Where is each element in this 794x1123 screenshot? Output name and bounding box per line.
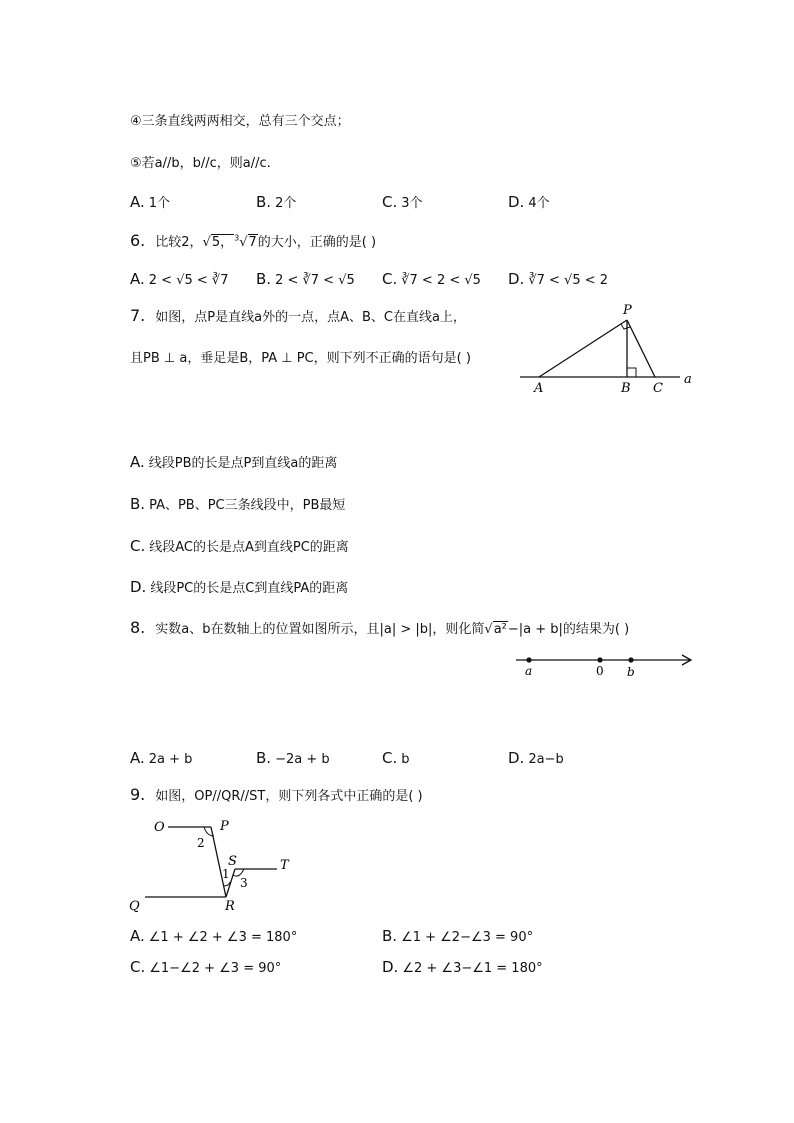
option-label: D. [508,193,525,211]
question-number: 6. [130,231,146,250]
q8-stem-a: 实数a、b在数轴上的位置如图所示，且|a| > |b|，则化简 [155,622,485,637]
option-label: C. [130,537,146,555]
q9-stem [130,785,423,804]
option-label: D. [508,749,525,767]
label-line-a: a [684,372,692,387]
q8-stem-radicand: a² [493,622,507,637]
q5-option-c [382,192,423,211]
q5-option-b [256,192,296,211]
q6-option-d [508,270,608,288]
q6-stem-d: 7 [248,235,257,250]
option-label: B. [382,927,398,945]
q6-option-a [130,270,228,288]
q9-stem-text: 如图，OP//QR//ST，则下列各式中正确的是( ) [155,789,423,804]
segment-pa [539,320,627,377]
option-text: −2a + b [275,752,330,767]
statement-4: ④三条直线两两相交，总有三个交点； [130,114,350,129]
option-label: A. [130,193,145,211]
q8-stem: 8. 实数a、b在数轴上的位置如图所示，且|a| > |b|，则化简√a²−|a + b|的结果为( ) [130,618,630,637]
q9-option-b [382,927,533,945]
q6-option-b [256,270,355,288]
option-label: D. [382,958,399,976]
option-label: C. [130,958,146,976]
q7-option-d [130,577,348,596]
option-text: ∠2 + ∠3−∠1 = 180° [402,961,543,976]
label-r: R [225,899,235,914]
q8-option-c [382,749,410,767]
q7-line1-text: 如图，点P是直线a外的一点，点A、B、C在直线a上， [155,310,466,325]
label-p: P [623,303,632,318]
q5-option-a [130,192,170,211]
label-t: T [280,858,289,873]
option-label: A. [130,453,145,471]
option-text: 线段AC的长是点A到直线PC的距离 [149,540,349,555]
label-angle-3: 3 [240,876,248,890]
label-b: b [627,665,635,679]
option-text: b [401,752,410,767]
q6-stem-a: 比较2， [155,235,203,250]
option-text: ∠1−∠2 + ∠3 = 90° [149,961,282,976]
q9-option-d [382,958,543,976]
q7-option-b [130,494,345,513]
point-a [526,657,531,662]
option-label: D. [508,270,525,288]
option-text: 2 < ∛7 < √5 [275,273,355,288]
q8-option-d [508,749,564,767]
option-text: 4个 [528,196,550,211]
q7-stem-line1 [130,306,466,325]
q6-option-c [382,270,481,288]
q5-option-d [508,192,550,211]
option-label: B. [256,749,272,767]
option-label: C. [382,193,398,211]
q7-stem-line2: 且PB ⊥ a，垂足是B，PA ⊥ PC，则下列不正确的语句是( ) [130,351,471,366]
segment-pr [211,827,226,897]
label-q: Q [129,899,140,914]
label-angle-1: 1 [222,867,230,881]
option-label: B. [130,495,146,513]
label-a: A [534,381,544,396]
option-label: C. [382,749,398,767]
option-text: 线段PB的长是点P到直线a的距离 [148,456,338,471]
q9-option-c [130,958,281,976]
q7-triangle-figure [510,300,700,400]
option-text: 2a−b [528,752,564,767]
right-angle-b [627,368,636,377]
option-text: 1个 [148,196,171,211]
question-number: 7. [130,306,146,325]
label-o: O [154,820,165,835]
option-text: ∛7 < 2 < √5 [401,273,481,288]
label-b: B [621,381,631,396]
label-s: S [228,854,237,869]
option-text: ∠1 + ∠2 + ∠3 = 180° [148,930,298,945]
q6-stem-c: 3 [234,233,240,243]
question-number: 8. [130,618,146,637]
q9-option-a [130,927,297,945]
option-text: 2个 [275,196,297,211]
q7-option-a [130,452,337,471]
option-label: A. [130,927,145,945]
point-b [628,657,633,662]
q8-option-a [130,749,192,767]
option-text: 3个 [401,196,423,211]
option-label: A. [130,270,145,288]
option-label: B. [256,270,272,288]
option-label: B. [256,193,272,211]
label-zero: 0 [596,664,604,678]
option-label: D. [130,578,147,596]
label-p: P [220,819,229,834]
label-angle-2: 2 [197,836,205,850]
q8-option-b [256,749,330,767]
q6-stem-e: 的大小，正确的是( ) [257,235,377,250]
option-text: ∛7 < √5 < 2 [528,273,609,288]
option-text: ∠1 + ∠2−∠3 = 90° [401,930,534,945]
option-text: PA、PB、PC三条线段中，PB最短 [149,498,346,513]
q6-stem-b: 5， [211,235,234,250]
option-text: 线段PC的长是点C到直线PA的距离 [150,581,349,596]
q9-parallel-lines-figure [125,812,305,917]
statement-5: ⑤若a//b，b//c，则a//c. [130,156,271,171]
label-c: C [653,381,663,396]
q7-option-c [130,536,349,555]
q8-number-line [510,648,700,682]
q8-stem-b: −|a + b|的结果为( ) [507,622,630,637]
option-text: 2 < √5 < ∛7 [148,273,229,288]
point-zero [597,657,602,662]
q6-stem: 6. 比较2，√5，$^3$√7的大小，正确的是( ) [130,231,377,250]
option-text: 2a + b [148,752,193,767]
question-number: 9. [130,785,146,804]
option-label: C. [382,270,398,288]
label-a: a [525,664,533,678]
option-label: A. [130,749,145,767]
